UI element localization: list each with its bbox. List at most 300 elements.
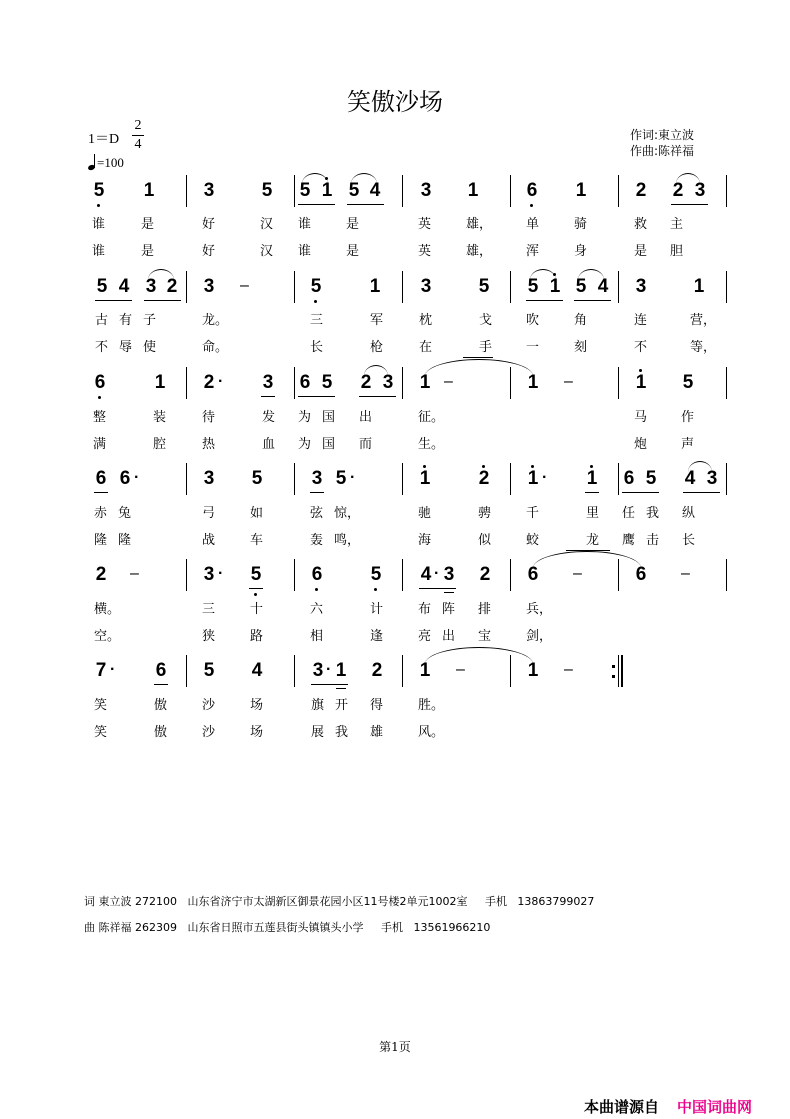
time-signature-divider	[132, 135, 144, 136]
lyric: 主	[670, 217, 684, 232]
barline	[402, 271, 403, 303]
note: 2	[166, 276, 178, 297]
time-signature-denominator: 4	[134, 137, 142, 152]
lyric: 手	[479, 340, 493, 355]
lyric: 蛟	[526, 533, 540, 548]
lyric: 赤	[94, 506, 108, 521]
lyric: 相	[310, 629, 324, 644]
lyric: 作	[681, 410, 695, 425]
note: 4	[251, 660, 263, 681]
slur	[364, 365, 388, 376]
lyric: 汉	[260, 217, 274, 232]
dash: –	[681, 565, 690, 582]
dash: –	[130, 565, 139, 582]
lyric: 胜。	[418, 698, 445, 713]
augmentation-dot: ·	[218, 373, 224, 390]
lyric: 场	[250, 698, 264, 713]
barline	[294, 463, 295, 495]
lyric: 救	[634, 217, 648, 232]
score-row-6	[0, 661, 790, 701]
lyric: 身	[574, 244, 588, 259]
lyric: 满	[93, 437, 107, 452]
note: 3	[382, 372, 394, 393]
note: 2	[635, 180, 647, 201]
note: 3	[694, 180, 706, 201]
dash: –	[564, 661, 573, 678]
beam	[671, 204, 708, 205]
note: 1	[417, 469, 433, 489]
slur	[676, 173, 700, 184]
augmentation-dot: ·	[350, 469, 356, 486]
lyric: 海	[418, 533, 432, 548]
lyric: 亮	[418, 629, 432, 644]
lyric: 国	[322, 437, 336, 452]
lyric: 军	[370, 313, 384, 328]
lyric: 三	[202, 602, 216, 617]
beam	[526, 300, 563, 301]
lyric: 弦	[310, 506, 324, 521]
barline	[186, 655, 187, 687]
note: 1	[369, 276, 381, 297]
beam	[683, 492, 720, 493]
beam	[622, 492, 659, 493]
lyric: 一	[526, 340, 540, 355]
lyrics-row-1	[0, 217, 790, 267]
lyric: 好	[202, 217, 216, 232]
tempo-value: =100	[97, 155, 124, 170]
note: 1	[584, 469, 600, 489]
lyric: 雄	[370, 725, 384, 740]
note: 2	[360, 372, 372, 393]
lyric: 吹	[526, 313, 540, 328]
score-row-3	[0, 373, 790, 413]
lyric: 剑，	[526, 629, 553, 644]
lyric: 征。	[418, 410, 445, 425]
barline	[186, 271, 187, 303]
composer-contact: 曲 陈祥福 262309 山东省日照市五莲县街头镇镇头小学 手机 13561966210	[84, 921, 491, 934]
lyric: 我	[646, 506, 660, 521]
dash: –	[456, 661, 465, 678]
lyric: 开	[335, 698, 349, 713]
slur	[578, 269, 604, 280]
lyric: 生。	[418, 437, 445, 452]
lyric: 是	[346, 217, 360, 232]
lyric: 横。	[94, 602, 121, 617]
note: 3	[203, 468, 215, 489]
barline	[618, 175, 619, 207]
lyric: 发	[262, 410, 276, 425]
lyric: 为	[298, 437, 312, 452]
note: 4	[597, 276, 609, 297]
note: 1	[527, 660, 539, 681]
tempo-marking	[88, 154, 124, 171]
beam	[574, 300, 611, 301]
note: 1	[319, 181, 335, 201]
score-row-5	[0, 565, 790, 605]
slur	[148, 269, 174, 280]
credits	[630, 127, 694, 159]
lyric: 雄，	[466, 217, 493, 232]
lyric: 血	[262, 437, 276, 452]
lyric: 好	[202, 244, 216, 259]
note: 5	[575, 276, 587, 297]
beam	[419, 588, 456, 589]
barline	[618, 367, 619, 399]
lyrics-row-6	[0, 698, 790, 748]
barline	[402, 559, 403, 591]
lyric: 里	[586, 506, 600, 521]
lyric: 兵，	[526, 602, 553, 617]
dash: –	[564, 373, 573, 390]
note: 6	[524, 181, 540, 201]
note: 1	[143, 180, 155, 201]
note: 1	[467, 180, 479, 201]
lyric: 是	[346, 244, 360, 259]
lyric: 是	[141, 217, 155, 232]
note: 1	[527, 372, 539, 393]
note: 5	[368, 565, 384, 585]
note: 2	[95, 564, 107, 585]
lyric: 而	[359, 437, 373, 452]
lyric: 路	[250, 629, 264, 644]
dash: –	[573, 565, 582, 582]
augmentation-dot: ·	[134, 469, 140, 486]
lyric: 任	[622, 506, 636, 521]
beam	[347, 204, 384, 205]
note: 3	[260, 373, 276, 393]
lyric: 布	[418, 602, 432, 617]
lyric: 千	[526, 506, 540, 521]
lyric: 三	[310, 313, 324, 328]
barline	[618, 559, 619, 591]
lyric: 鸣，	[334, 533, 361, 548]
lyric: 不	[95, 340, 109, 355]
note: 3	[309, 469, 325, 489]
note: 2	[371, 660, 383, 681]
barline	[294, 367, 295, 399]
augmentation-dot: ·	[218, 565, 224, 582]
lyric: 沙	[202, 725, 216, 740]
barline	[402, 367, 403, 399]
note: 5	[321, 372, 333, 393]
beam	[311, 684, 348, 685]
note: 4	[420, 564, 432, 585]
note: 4	[684, 468, 696, 489]
lyric: 出	[442, 629, 456, 644]
barline	[294, 175, 295, 207]
lyric: 戈	[479, 313, 493, 328]
beam	[298, 204, 335, 205]
note: 1	[575, 180, 587, 201]
note: 5	[299, 180, 311, 201]
note: 5	[251, 468, 263, 489]
note: 6	[119, 468, 131, 489]
barline	[618, 271, 619, 303]
note: 6	[635, 564, 647, 585]
lyric: 如	[250, 506, 264, 521]
slur	[302, 173, 328, 184]
time-signature	[132, 118, 144, 153]
barline	[186, 367, 187, 399]
lyric: 笑	[94, 725, 108, 740]
lyric: 龙。	[202, 313, 229, 328]
note: 5	[478, 276, 490, 297]
note: 6	[309, 565, 325, 585]
slur	[530, 269, 556, 280]
source-site-link[interactable]: 中国词曲网	[677, 1098, 753, 1116]
barline	[726, 271, 727, 303]
note: 2	[479, 564, 491, 585]
barline	[726, 175, 727, 207]
lyric: 谁	[92, 217, 106, 232]
lyricist-credit: 作词:東立波	[630, 128, 695, 142]
key-signature: 1＝D	[88, 132, 120, 147]
barline	[402, 655, 403, 687]
note: 7	[95, 660, 107, 681]
note: 6	[299, 372, 311, 393]
lyric: 战	[202, 533, 216, 548]
lyric: 国	[322, 410, 336, 425]
note: 3	[312, 660, 324, 681]
barline	[510, 463, 511, 495]
lyric: 营，	[690, 313, 717, 328]
note: 5	[682, 372, 694, 393]
lyric: 宝	[478, 629, 492, 644]
lyric: 是	[634, 244, 648, 259]
lyric: 等，	[690, 340, 717, 355]
note: 3	[420, 276, 432, 297]
note: 6	[92, 373, 108, 393]
lyric: 笑	[94, 698, 108, 713]
note: 6	[93, 469, 109, 489]
lyric: 沙	[202, 698, 216, 713]
note: 5	[348, 180, 360, 201]
slur	[351, 173, 377, 184]
augmentation-dot: ·	[326, 661, 332, 678]
lyric: 长	[310, 340, 324, 355]
beam	[298, 396, 335, 397]
note: 6	[153, 661, 169, 681]
lyric: 在	[419, 340, 433, 355]
lyric: 声	[681, 437, 695, 452]
lyrics-row-4	[0, 506, 790, 556]
lyric: 谁	[92, 244, 106, 259]
lyric: 场	[250, 725, 264, 740]
note: 5	[308, 277, 324, 297]
lyric: 有	[119, 313, 133, 328]
note: 5	[248, 565, 264, 585]
note: 1	[547, 277, 563, 297]
note: 1	[419, 372, 431, 393]
beam	[95, 300, 132, 301]
note: 5	[645, 468, 657, 489]
note: 2	[476, 469, 492, 489]
note: 4	[118, 276, 130, 297]
barline	[510, 367, 511, 399]
barline	[294, 271, 295, 303]
lyric: 傲	[154, 725, 168, 740]
song-title: 笑傲沙场	[347, 88, 443, 116]
lyric: 十	[250, 602, 264, 617]
note: 5	[96, 276, 108, 297]
lyric: 计	[370, 602, 384, 617]
barline	[186, 559, 187, 591]
lyric: 谁	[298, 217, 312, 232]
lyric: 待	[202, 410, 216, 425]
augmentation-dot: ·	[542, 469, 548, 486]
barline	[726, 463, 727, 495]
lyric: 击	[646, 533, 660, 548]
barline	[510, 655, 511, 687]
lyric: 车	[250, 533, 264, 548]
beam	[359, 396, 396, 397]
lyric: 辱	[119, 340, 133, 355]
page-number: 第1页	[379, 1040, 411, 1054]
dash: –	[444, 373, 453, 390]
source-label: 本曲谱源自	[584, 1098, 660, 1116]
lyric: 浑	[526, 244, 540, 259]
lyric: 子	[143, 313, 157, 328]
note: 1	[525, 469, 541, 489]
lyric: 隆	[118, 533, 132, 548]
lyric: 单	[526, 217, 540, 232]
lyric: 出	[359, 410, 373, 425]
lyric: 鹰	[622, 533, 636, 548]
note: 6	[527, 564, 539, 585]
note: 5	[91, 181, 107, 201]
barline	[186, 463, 187, 495]
note: 3	[441, 565, 457, 585]
composer-credit: 作曲:陈祥福	[630, 144, 695, 158]
lyric: 骋	[478, 506, 492, 521]
lyric: 命。	[202, 340, 229, 355]
note: 3	[145, 276, 157, 297]
lyric: 装	[153, 410, 167, 425]
lyric: 热	[202, 437, 216, 452]
augmentation-dot: ·	[434, 565, 440, 582]
note: 1	[419, 660, 431, 681]
barline	[726, 559, 727, 591]
note: 3	[203, 276, 215, 297]
note: 3	[420, 180, 432, 201]
lyric: 纵	[682, 506, 696, 521]
lyric: 枕	[419, 313, 433, 328]
lyric: 是	[141, 244, 155, 259]
dash: –	[240, 277, 249, 294]
note: 5	[335, 468, 347, 489]
lyric: 腔	[153, 437, 167, 452]
lyric: 角	[574, 313, 588, 328]
lyric: 风。	[418, 725, 445, 740]
barline	[510, 559, 511, 591]
lyric: 汉	[260, 244, 274, 259]
source-attribution	[584, 1096, 752, 1117]
time-signature-numerator: 2	[134, 118, 142, 133]
lyric: 使	[143, 340, 157, 355]
note: 1	[633, 373, 649, 393]
slur	[688, 461, 712, 472]
note: 1	[333, 661, 349, 681]
lyric: 连	[634, 313, 648, 328]
lyric: 胆	[670, 244, 684, 259]
score-row-4	[0, 469, 790, 509]
lyric: 我	[335, 725, 349, 740]
barline	[618, 463, 619, 495]
lyric: 得	[370, 698, 384, 713]
lyricist-contact: 词 東立波 272100 山东省济宁市太湖新区御景花园小区11号楼2单元1002室 手机 13863799027	[84, 895, 595, 908]
score-row-2	[0, 277, 790, 317]
lyric: 炮	[634, 437, 648, 452]
lyric: 傲	[154, 698, 168, 713]
lyric: 刻	[574, 340, 588, 355]
augmentation-dot: ·	[110, 661, 116, 678]
note: 6	[623, 468, 635, 489]
lyric: 排	[478, 602, 492, 617]
lyric: 古	[95, 313, 109, 328]
lyric: 不	[634, 340, 648, 355]
lyric: 英	[418, 244, 432, 259]
note: 3	[203, 180, 215, 201]
lyric: 弓	[202, 506, 216, 521]
note: 3	[706, 468, 718, 489]
note: 5	[527, 276, 539, 297]
lyrics-row-2	[0, 313, 790, 363]
barline	[510, 175, 511, 207]
lyric: 狭	[202, 629, 216, 644]
lyrics-row-3	[0, 410, 790, 460]
lyric: 马	[634, 410, 648, 425]
lyric: 六	[310, 602, 324, 617]
lyric: 为	[298, 410, 312, 425]
score-row-1	[0, 181, 790, 221]
lyric: 轰	[310, 533, 324, 548]
lyric: 似	[478, 533, 492, 548]
lyric: 兔	[118, 506, 132, 521]
lyrics-row-5	[0, 602, 790, 652]
lyric: 空。	[94, 629, 121, 644]
note: 2	[203, 372, 215, 393]
lyric: 展	[311, 725, 325, 740]
lyric: 英	[418, 217, 432, 232]
lyric: 逢	[370, 629, 384, 644]
lyric: 谁	[298, 244, 312, 259]
barline	[294, 655, 295, 687]
barline	[402, 463, 403, 495]
note: 3	[203, 564, 215, 585]
lyric: 骑	[574, 217, 588, 232]
lyric: 旗	[311, 698, 325, 713]
quarter-note-icon	[88, 154, 97, 170]
lyric: 整	[93, 410, 107, 425]
melisma-line	[463, 357, 493, 358]
lyric: 驰	[418, 506, 432, 521]
barline	[186, 175, 187, 207]
lyric: 惊，	[334, 506, 361, 521]
lyric: 龙	[586, 533, 600, 548]
lyric: 阵	[442, 602, 456, 617]
note: 5	[261, 180, 273, 201]
note: 1	[154, 372, 166, 393]
note: 3	[635, 276, 647, 297]
lyric: 隆	[94, 533, 108, 548]
note: 1	[693, 276, 705, 297]
note: 5	[203, 660, 215, 681]
barline	[402, 175, 403, 207]
barline	[510, 271, 511, 303]
note: 4	[369, 180, 381, 201]
note: 2	[672, 180, 684, 201]
barline	[726, 367, 727, 399]
